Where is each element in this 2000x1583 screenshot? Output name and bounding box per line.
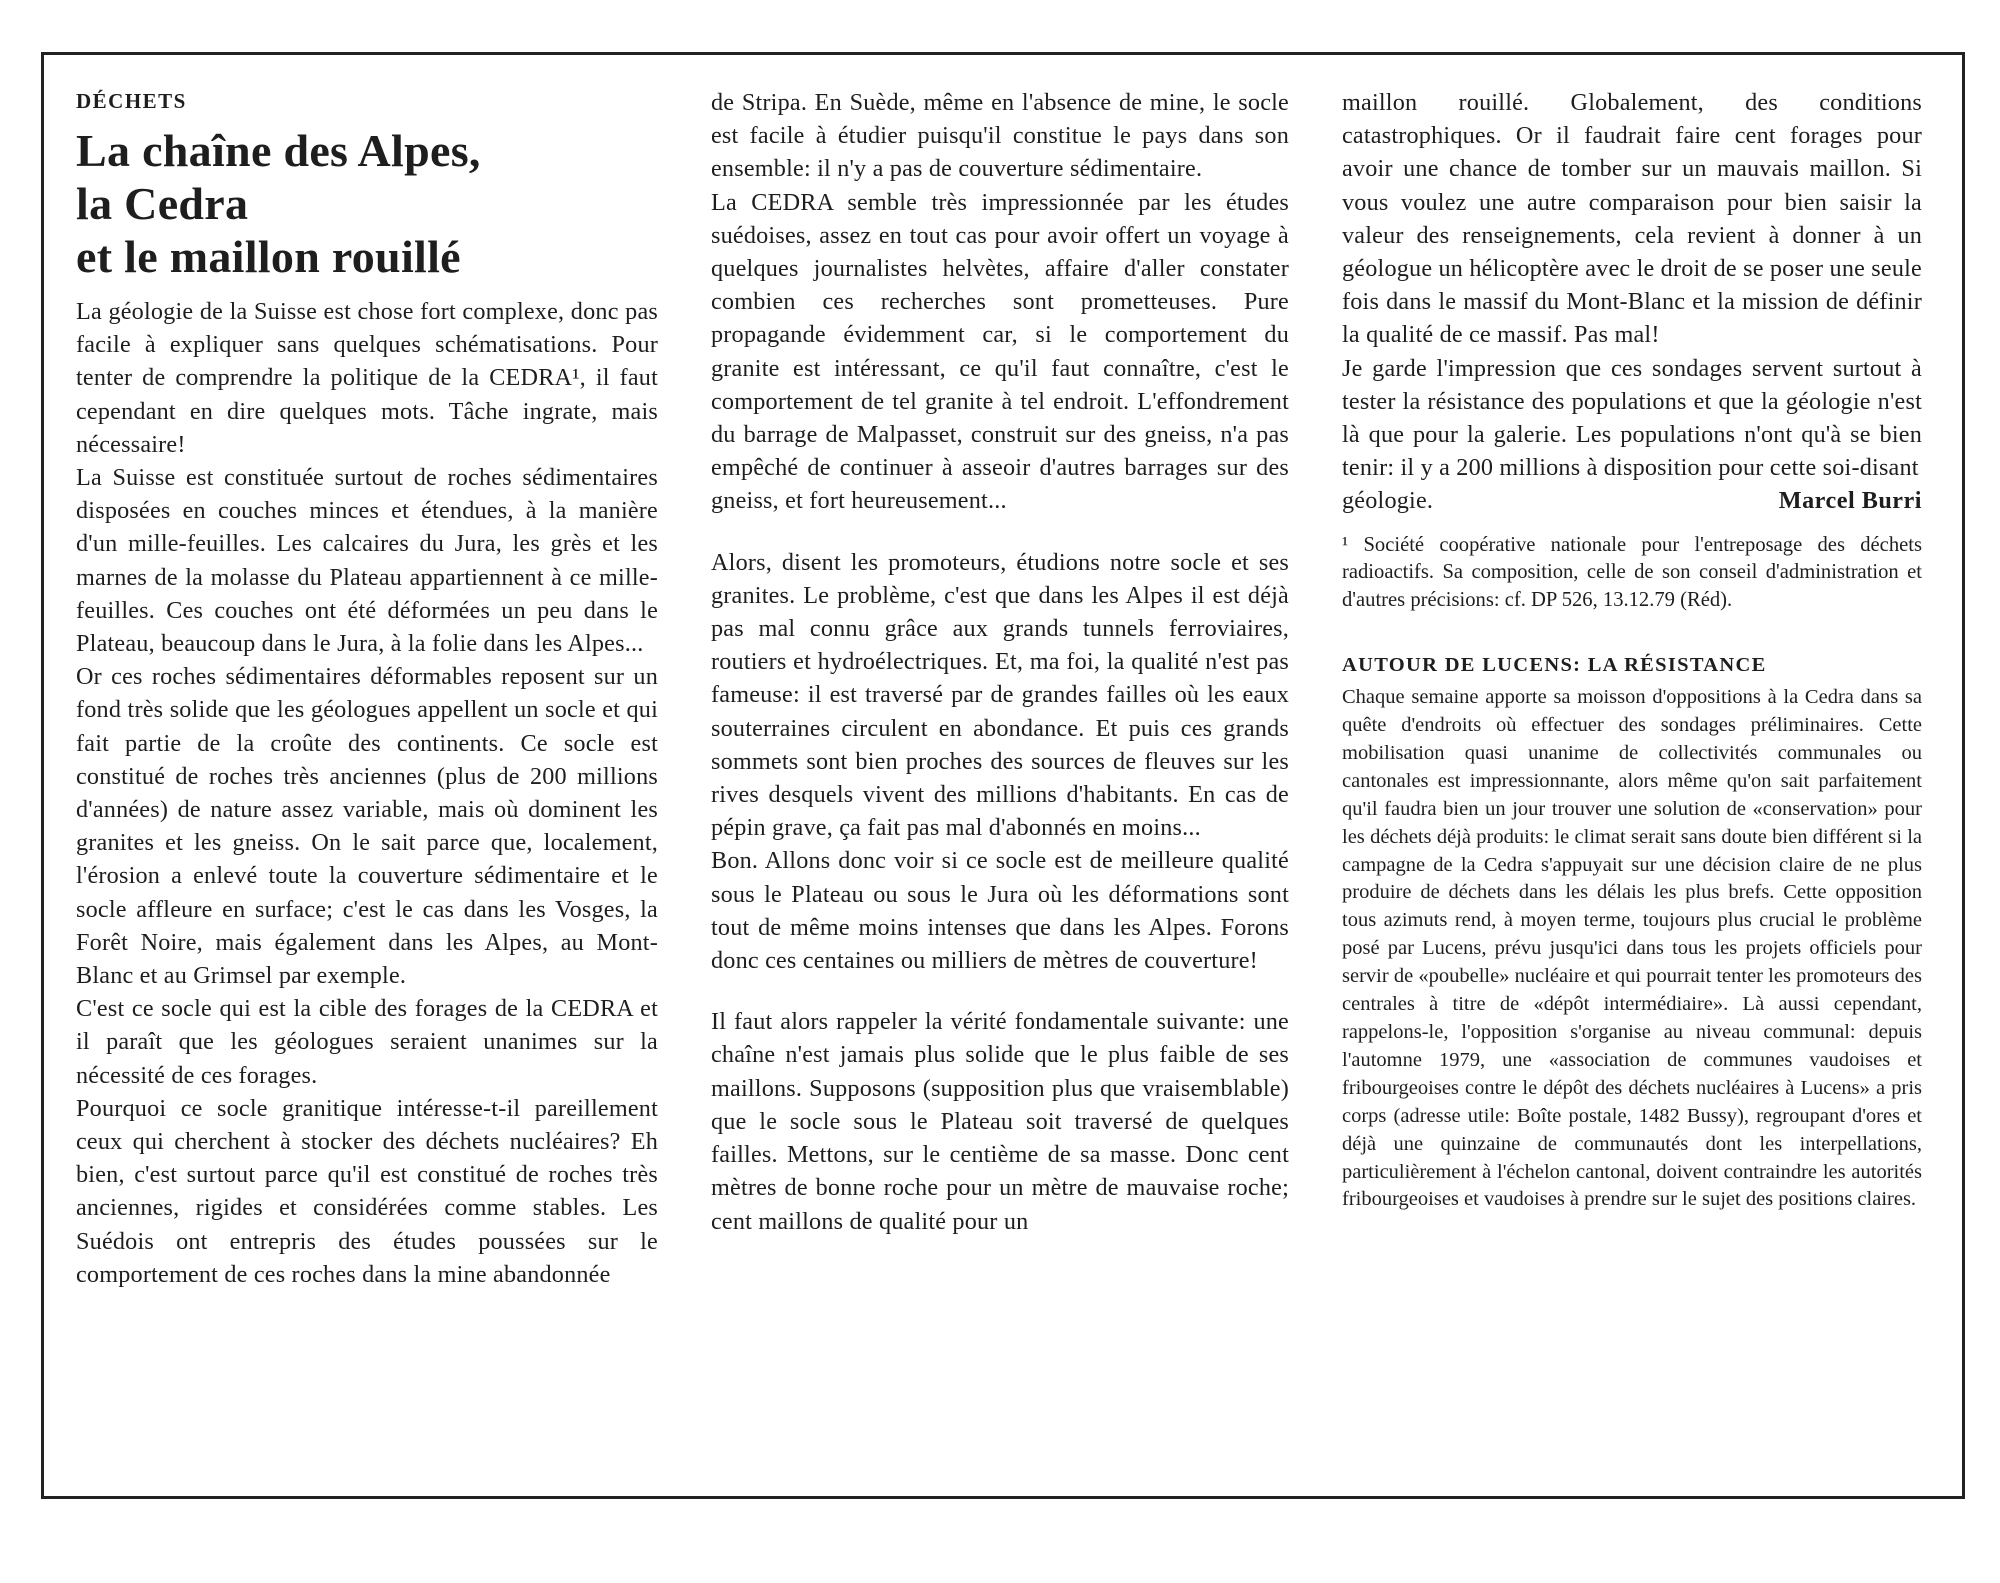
paragraph: Bon. Allons donc voir si ce socle est de meilleure qualité sous le Plateau ou sous le Jura où les déformations sont tout de même moins intenses que dans les Alpes. Forons donc ces centaines ou milliers de mètres de couverture! [711,847,1289,975]
last-word: géologie. [1342,487,1434,515]
signature-line [1342,484,1922,517]
paragraph: Il faut alors rappeler la vérité fondamentale suivante: une chaîne n'est jamais plus solide que le plus faible de ses maillons. Supposons (supposition plus que vraisemblable) que le socle sous le Plateau soit traversé de quelques failles. Mettons, sur le centième de sa masse. Donc cent mètres de bonne roche pour un mètre de mauvaise roche; cent maillons de qualité pour un [711,1008,1289,1235]
column-3 [1342,86,1922,1214]
headline [76,124,658,283]
headline-line: la Cedra [76,178,249,229]
sidebar-text: Chaque semaine apporte sa moisson d'oppositions à la Cedra dans sa quête d'endroits où effectuer des sondages préliminaires. Cette mobilisation quasi unanime de collectivités communales ou cantonales est impressionnante, alors même qu'on sait parfaitement qu'il faudra bien un jour trouver une solution de «conservation» pour les déchets déjà produits: le climat serait sans doute bien différent si la campagne de la Cedra s'appuyait sur une décision claire de ne plus produire de déchets dans les délais les plus brefs. Cette opposition tous azimuts rend, à moyen terme, toujours plus crucial le problème posé par Lucens, prévu jusqu'ici dans tous les projets officiels pour servir de «poubelle» nucléaire et qui pourrait tenter les promoteurs des centrales à titre de «dépôt intermédiaire». Là aussi cependant, rappelons-le, l'opposition s'organise au niveau communal: depuis l'automne 1979, une «association de communes vaudoises et fribourgeoises contre le dépôt des déchets nucléaires à Lucens» a pris corps (adresse utile: Boîte postale, 1482 Bussy), regroupant d'ores et déjà une quinzaine de communautés dont les interpellations, particulièrement à l'échelon cantonal, doivent contraindre les autorités fribourgeoises et vaudoises à prendre sur le sujet des positions claires. [1342,686,1922,1211]
sidebar-heading: AUTOUR DE LUCENS: LA RÉSISTANCE [1342,654,1767,677]
column-2 [711,86,1289,1238]
paragraph: Or ces roches sédimentaires déformables reposent sur un fond très solide que les géologues appellent un socle et qui fait partie de la croûte des continents. Ce socle est constitué de roches très anciennes (plus de 200 millions d'années) de nature assez variable, mais où dominent les granites et les gneiss. On le sait parce que, localement, l'érosion a enlevé toute la couverture sédimentaire et le socle affleure en surface; c'est le cas dans les Vosges, la Forêt Noire, mais également dans les Alpes, au Mont-Blanc et au Grimsel par exemple. [76,663,658,990]
footnote: ¹ Société coopérative nationale pour l'entreposage des déchets radioactifs. Sa composition, celle de son conseil d'administration et d'autres précisions: cf. DP 526, 13.12.79 (Réd). [1342,533,1922,611]
paragraph: Je garde l'impression que ces sondages servent surtout à tester la résistance des populations et que la géologie n'est là que pour la galerie. Les populations n'ont qu'à se bien tenir: il y a 200 millions à disposition pour cette soi-disant [1342,354,1922,482]
paragraph: Pourquoi ce socle granitique intéresse-t-il pareillement ceux qui cherchent à stocker des déchets nucléaires? Eh bien, c'est surtout parce qu'il est constitué de roches très anciennes, rigides et considérées comme stables. Les Suédois ont entrepris des études poussées sur le comportement de ces roches dans la mine abandonnée [76,1094,658,1288]
headline-line: et le maillon rouillé [76,231,461,282]
paragraph: de Stripa. En Suède, même en l'absence de mine, le socle est facile à étudier puisqu'il constitue le pays dans son ensemble: il n'y a pas de couverture sédimentaire. [711,89,1289,183]
column-1 [76,88,658,1291]
headline-line: La chaîne des Alpes, [76,125,481,176]
paragraph: C'est ce socle qui est la cible des forages de la CEDRA et il paraît que les géologues seraient unanimes sur la nécessité de ces forages. [76,995,658,1089]
paragraph: maillon rouillé. Globalement, des conditions catastrophiques. Or il faudrait faire cent forages pour avoir une chance de tomber sur un mauvais maillon. Si vous voulez une autre comparaison pour bien saisir la valeur des renseignements, cela revient à donner à un géologue un hélicoptère avec le droit de se poser une seule fois dans le massif du Mont-Blanc et la mission de définir la qualité de ce massif. Pas mal! [1342,89,1922,349]
paragraph: La géologie de la Suisse est chose fort complexe, donc pas facile à expliquer sans quelques schématisations. Pour tenter de comprendre la politique de la CEDRA¹, il faut cependant en dire quelques mots. Tâche ingrate, mais nécessaire! [76,298,658,458]
paragraph-gap [711,977,1289,1005]
paragraph: La Suisse est constituée surtout de roches sédimentaires disposées en couches minces et étendues, à la manière d'un mille-feuilles. Les calcaires du Jura, les grès et les marnes de la molasse du Plateau appartiennent à ce mille-feuilles. Ces couches ont été déformées un peu dans le Plateau, beaucoup dans le Jura, à la folie dans les Alpes... [76,464,658,658]
paragraph: La CEDRA semble très impressionnée par les études suédoises, assez en tout cas pour avoir offert un voyage à quelques journalistes helvètes, affaire d'aller constater combien ces recherches sont prometteuses. Pure propagande évidemment car, si le comportement du granite est intéressant, ce qu'il faut connaître, c'est le comportement de tel granite à tel endroit. L'effondrement du barrage de Malpasset, construit sur des gneiss, n'a pas empêché de continuer à asseoir d'autres barrages sur des gneiss, et fort heureusement... [711,188,1289,515]
author-signature: Marcel Burri [1778,487,1922,515]
paragraph-gap [711,518,1289,546]
section-kicker: DÉCHETS [76,89,187,113]
paragraph: Alors, disent les promoteurs, étudions notre socle et ses granites. Le problème, c'est que dans les Alpes il est déjà pas mal connu grâce aux grands tunnels ferroviaires, routiers et hydroélectriques. Et, ma foi, la qualité n'est pas fameuse: il est traversé par de grandes failles où les eaux souterraines circulent en abondance. Et puis ces grands sommets sont bien proches des sources de fleuves sur les rives desquels vivent des millions d'habitants. En cas de pépin grave, ça fait pas mal d'abonnés en moins... [711,548,1289,842]
